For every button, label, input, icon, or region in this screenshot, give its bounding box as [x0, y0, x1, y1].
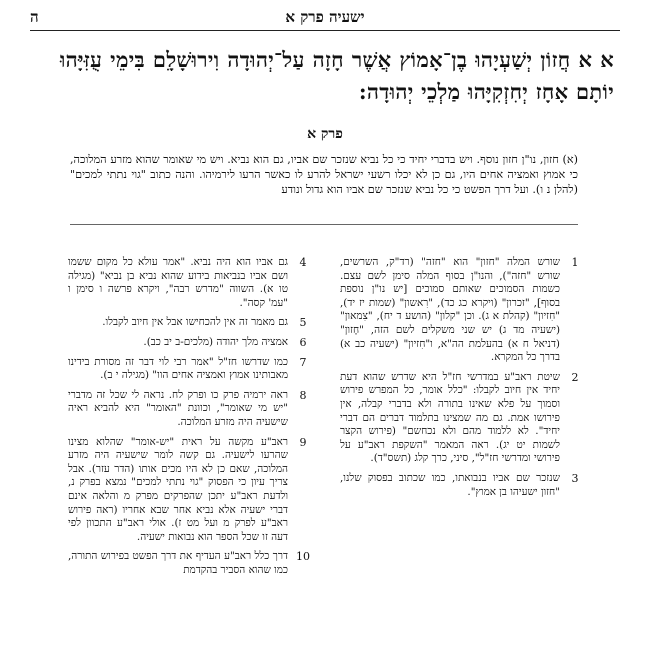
footnote-number: 1	[571, 256, 579, 269]
commentary-paragraph: (א) חזון, נו"ן חזון נוסף. ויש בדברי יחיד כי כל נביא שנזכר שם אביו, גם הוא נביא. ויש מי שאומר שהוא מזרע המלוכה, כי אמוץ ואמציה אחים היו, גם כן לא יכלו רשעי ישראל להרע לו כאשר הרעו לירמיהו. והנה כתוב "גוי נתתי למכים" (להלן נ ו). ועל דרך הפשט כי כל נביא שנזכר שם אביו הוא גדול ונודע	[70, 153, 578, 196]
footnote-number: 8	[299, 388, 307, 402]
footnote	[68, 389, 312, 430]
notes-column-right	[340, 256, 584, 505]
footnote	[68, 356, 312, 383]
footnote-text: ראב"ע מקשה על ראית "יש-אומר" שהלוא מצינו שהרעו לישעיה. גם קשה לומר שישעיה היה מזרע המלוכה, שאם כן לא היו מכים אותו (הדר עזר). אבל צריך עיון כי הפסוק "גוי נתתי למכים" נמצא בפרק נ, ולדעת ראב"ע יתכן שהפרקים מפרק מ והלאה אינם דברי ישעיה אלא נביא אחר שבא אחריו (ראה פירוש ראב"ע לפרק מ ועל מט ז). אולי ראב"ע התכוון לפי דעה זו שכל הספר הוא נבואות ישעיה.	[68, 435, 288, 543]
footnote-text: גם מאמר זה אין להכחישו אבל אין חיוב לקבלו.	[102, 316, 288, 329]
running-head-title: ישעיה פרק א	[285, 8, 365, 26]
running-head	[30, 8, 620, 30]
footnote-number: 4	[299, 256, 307, 269]
footnote-text: שיטת ראב"ע במדרשי חז"ל היא שדרש שהוא דעת יחיד אין חיוב לקבלו: "כלל אומר, כל המפרש פירוש וסמוך על פלא שאינו בתורה ולא בדברי קבלה, אין פירושו אמת. גם מה שמצינו בתלמוד דברים הם דברי יחיד". לא ללמוד מהם ולא נכחשם" (פירוש הקצר לשמות יט יג). ראה המאמר "השקפת ראב"ע על פירושי ומדרשי חז"ל", סיני, כרך קלג (תשס"ד).	[340, 370, 560, 465]
verse-text: א א חֲזוֹן יְשַׁעְיָהוּ בֶן־אָמוֹץ אֲשֶׁר חָזָה עַל־יְהוּדָה וִירוּשָׁלִָם בִּימֵי עֻזִּיָּהוּ יוֹתָם אָחָז יְחִזְקִיָּהוּ מַלְכֵי יְהוּדָה:	[60, 47, 614, 104]
footnote-text: שנזכר שם אביו בנבואתו, כמו שכתוב בפסוק שלנו, "חזון ישעיהו בן אמוץ".	[340, 471, 560, 498]
footnote-text: גם אביו הוא היה נביא. "אמר עולא כל מקום ששמו ושם אביו בנביאות בידוע שהוא נביא בן נביא" (מגילה טו א). השווה "מדרש רבה", ויקרא פרשה ו סימן ו "עמ' קסה".	[68, 256, 288, 309]
footnote	[340, 472, 584, 499]
chapter-heading: פרק א	[307, 126, 343, 142]
notes-divider	[70, 224, 578, 225]
footnote-text: ראה ירמיה פרק כו ופרק לח. נראה לי שכל זה מדברי "יש מי שאומר", וכוונת "האומר" היא להביא ראיה שישעיה היה מזרע המלוכה.	[68, 388, 288, 428]
footnote	[68, 436, 312, 545]
footnote-number: 2	[571, 370, 579, 384]
footnote	[340, 371, 584, 466]
footnote	[68, 550, 312, 577]
footnote	[68, 256, 312, 310]
page-number: ה	[30, 8, 39, 26]
footnote-text: כמו שדרשו חז"ל "אמר רבי לוי דבר זה מסורת בידינו מאבותינו אמוץ ואמציה אחים הוו" (מגילה י ב).	[68, 355, 288, 382]
footnote	[68, 316, 312, 330]
footnote-text: אמציה מלך יהודה (מלכים-ב יב כב).	[143, 335, 288, 348]
footnote-number: 7	[299, 355, 307, 369]
footnote	[340, 256, 584, 365]
header-divider	[30, 30, 620, 31]
footnote-number: 3	[571, 471, 579, 485]
notes-column-left	[68, 256, 312, 583]
footnote-number: 6	[299, 335, 307, 349]
footnote-number: 5	[299, 316, 307, 330]
footnote-text: שורש המלה "חזון" הוא "חזה" (רד"ק, השרשים, שורש "חזה"), והנו"ן בסוף המלה סימן לשם עצם. כשמות הסמוכים שאותם סמוכים [יש נו"ן נוספת בסוף], "זכרון" (ויקרא כג כד), "רִאשון" (שמות יז יד), "חִזיון" (קהלת א ג). וכן "קלון" (הושע ד יח), "צִמאון" (ישעיה מד ג) יש שני משקלים לשם הזה, "חָזון" (דניאל ח א) בהעלמת הה"א, ו"חִזיון" (ישעיה כב א) בדרך כל המקרא.	[340, 256, 560, 364]
footnote-text: דרך כלל ראב"ע העדיף את דרך הפשט בפירוש התורה, כמו שהוא הסביר בהקדמת	[68, 550, 288, 576]
footnote-number: 9	[299, 435, 307, 449]
footnote-number: 10	[296, 550, 310, 564]
footnote	[68, 336, 312, 350]
